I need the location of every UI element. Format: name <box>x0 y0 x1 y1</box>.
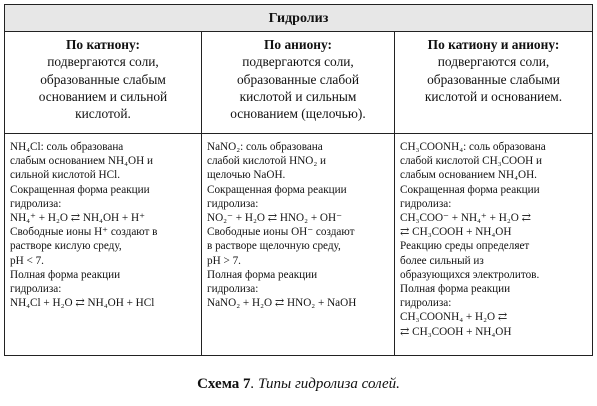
body-line: щелочью NaOH. <box>207 169 286 182</box>
column-header-cation-anion <box>395 32 592 133</box>
body-line: NaNO₂: соль образована <box>207 141 323 153</box>
column-description-line: основанием (щелочью). <box>230 106 366 122</box>
body-line: гидролиза: <box>400 197 452 210</box>
column-description-line: образованные слабой <box>236 71 359 87</box>
body-line: слабой кислотой HNO₂ и <box>207 155 327 168</box>
figure-caption <box>0 376 597 393</box>
body-line: pH < 7. <box>10 254 44 267</box>
column-body-anion <box>202 134 394 356</box>
column-body-cation <box>5 134 201 356</box>
column-heading: По катиону и аниону: <box>427 37 560 52</box>
body-line: Полная форма реакции <box>207 268 318 281</box>
table-title: Гидролиз <box>268 11 329 26</box>
body-line: гидролиза: <box>400 297 452 310</box>
column-body-cation-anion <box>395 134 592 356</box>
column-description-line: основанием и сильной <box>38 88 168 104</box>
column-description-line: образованные слабыми <box>427 71 560 87</box>
caption-text: . Типы гидролиза солей. <box>250 376 400 392</box>
column-description-line: кислотой. <box>75 106 131 122</box>
body-line: NO₂⁻ + H₂O ⇄ HNO₂ + OH⁻ <box>207 212 342 225</box>
body-line: гидролиза: <box>207 283 259 296</box>
body-line: Сокращенная форма реакции <box>400 183 540 196</box>
column-heading: По аниону: <box>264 37 332 52</box>
body-line: сильной кислотой HCl. <box>10 169 120 182</box>
table-title-row <box>5 5 592 32</box>
body-line: Полная форма реакции <box>10 268 121 281</box>
body-line: слабым основанием NH₄OH и <box>10 155 153 168</box>
body-line: NH₄⁺ + H₂O ⇄ NH₄OH + H⁺ <box>10 212 145 225</box>
column-description-line: кислотой и сильным <box>239 88 357 104</box>
body-line: в растворе щелочную среду, <box>207 240 341 253</box>
body-line: гидролиза: <box>207 197 259 210</box>
body-line: Сокращенная форма реакции <box>10 183 150 196</box>
body-line: pH > 7. <box>207 254 241 267</box>
body-line: NaNO₂ + H₂O ⇄ HNO₂ + NaOH <box>207 297 357 310</box>
body-line: Сокращенная форма реакции <box>207 183 347 196</box>
column-description-line: подвергаются соли, <box>242 54 354 70</box>
body-line: Реакцию среды определяет <box>400 240 530 253</box>
column-description-line: подвергаются соли, <box>47 54 159 70</box>
body-line: CH₃COONH₄: соль образована <box>400 141 546 153</box>
body-line: Свободные ионы OH⁻ создают <box>207 226 355 239</box>
body-line: NH₄Cl + H₂O ⇄ NH₄OH + HCl <box>10 297 155 310</box>
body-line: Полная форма реакции <box>400 283 511 296</box>
caption-label: Схема 7 <box>197 376 251 392</box>
body-line: слабой кислотой CH₃COOH и <box>400 155 543 168</box>
body-line: CH₃COO⁻ + NH₄⁺ + H₂O ⇄ <box>400 212 531 225</box>
column-description-line: подвергаются соли, <box>437 54 550 70</box>
body-line: слабым основанием NH₄OH. <box>400 169 537 182</box>
body-line: растворе кислую среду, <box>10 240 122 253</box>
body-line: гидролиза: <box>10 197 62 210</box>
column-header-anion <box>202 32 394 133</box>
body-line: ⇄ CH₃COOH + NH₄OH <box>400 226 512 239</box>
body-line: CH₃COONH₄ + H₂O ⇄ <box>400 311 508 324</box>
column-description-line: образованные слабым <box>40 71 166 87</box>
body-line: более сильный из <box>400 254 484 267</box>
body-line: образующихся электролитов. <box>400 268 540 281</box>
body-line: гидролиза: <box>10 283 62 296</box>
column-description-line: кислотой и основанием. <box>424 88 563 104</box>
hydrolysis-table <box>4 4 593 356</box>
body-line: NH₄Cl: соль образована <box>10 141 124 153</box>
column-header-cation <box>5 32 201 133</box>
body-line: Свободные ионы H⁺ создают в <box>10 226 158 239</box>
body-line: ⇄ CH₃COOH + NH₄OH <box>400 325 512 338</box>
column-heading: По катнону: <box>65 37 140 52</box>
